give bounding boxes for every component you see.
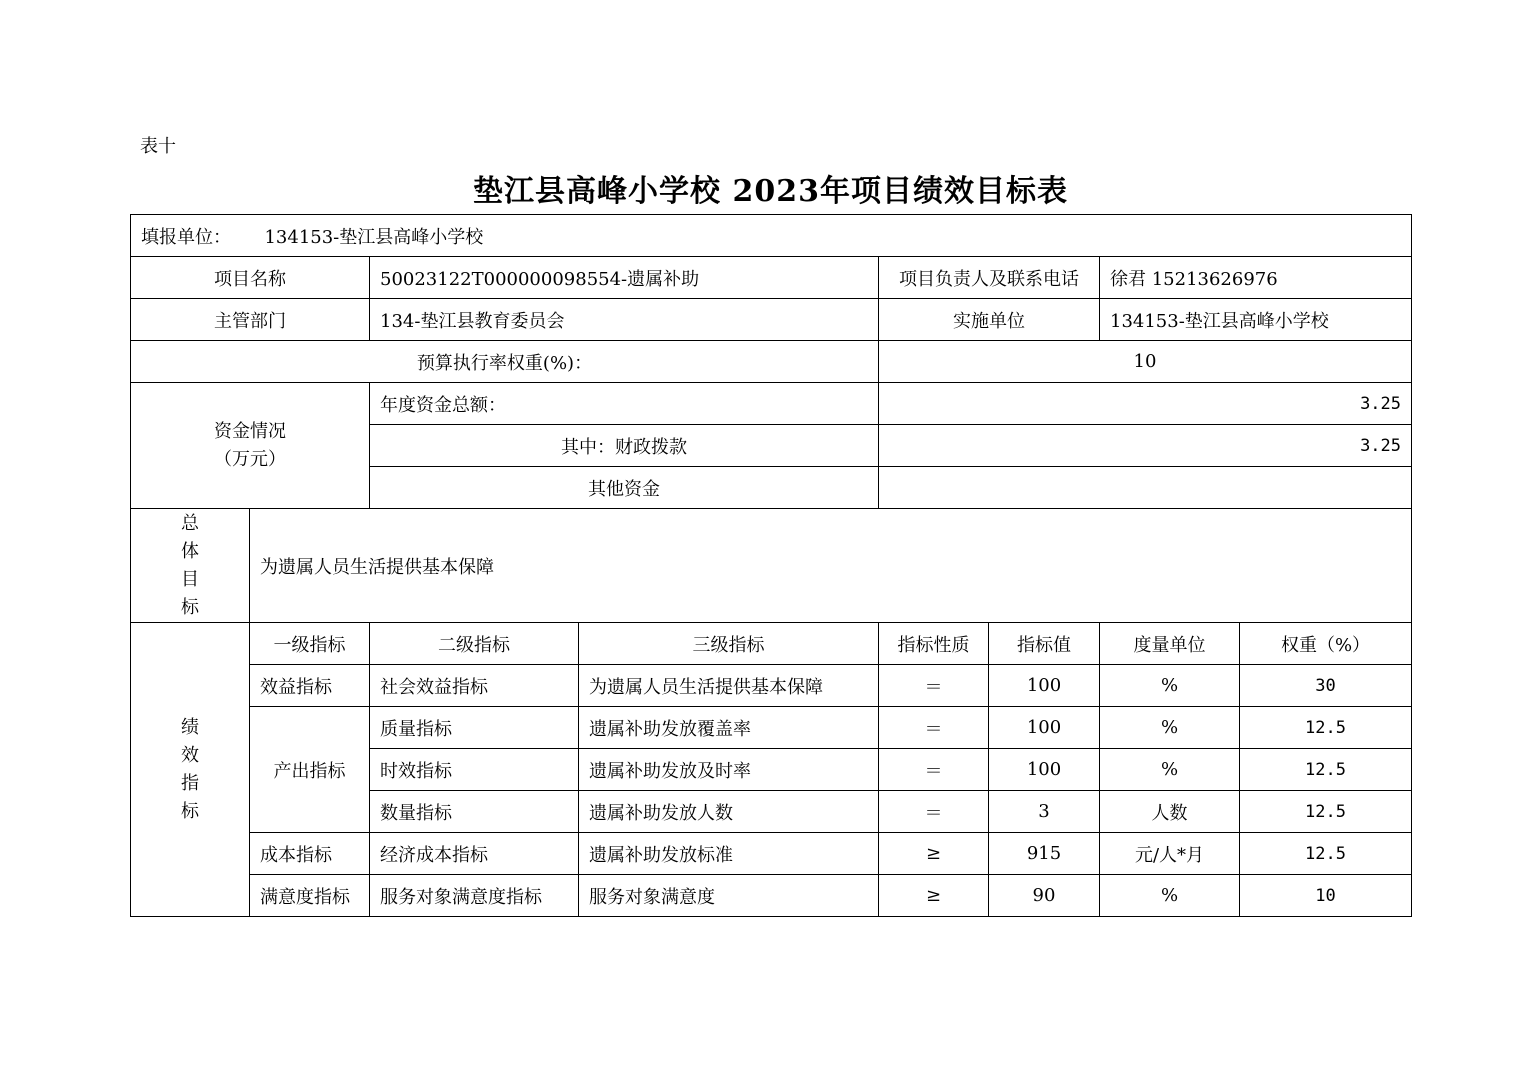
perf-char: 绩 xyxy=(181,716,199,738)
weight-cell: 30 xyxy=(1240,665,1412,707)
unit-cell: 人数 xyxy=(1100,791,1240,833)
header-level2: 二级指标 xyxy=(370,623,579,665)
header-level3: 三级指标 xyxy=(579,623,879,665)
level3-cell: 遗属补助发放人数 xyxy=(579,791,879,833)
goal-char: 总 xyxy=(181,512,199,534)
level3-cell: 遗属补助发放及时率 xyxy=(579,749,879,791)
department-row xyxy=(131,299,1412,341)
indicator-header-row xyxy=(131,623,1412,665)
overall-goal-value: 为遗属人员生活提供基本保障 xyxy=(250,509,1412,623)
weight-cell: 10 xyxy=(1240,875,1412,917)
funds-label xyxy=(131,383,370,509)
value-cell: 100 xyxy=(989,665,1100,707)
header-weight: 权重（%） xyxy=(1240,623,1412,665)
value-cell: 100 xyxy=(989,707,1100,749)
value-cell: 100 xyxy=(989,749,1100,791)
level1-cell: 效益指标 xyxy=(250,665,370,707)
level2-cell: 数量指标 xyxy=(370,791,579,833)
fill-unit-value: 134153-垫江县高峰小学校 xyxy=(264,226,484,248)
budget-weight-row xyxy=(131,341,1412,383)
perf-char: 指 xyxy=(181,772,199,794)
table-row xyxy=(131,707,1412,749)
level2-cell: 质量指标 xyxy=(370,707,579,749)
fiscal-label: 其中：财政拨款 xyxy=(370,425,879,467)
budget-weight-value: 10 xyxy=(879,341,1412,383)
table-row xyxy=(131,875,1412,917)
header-nature: 指标性质 xyxy=(879,623,989,665)
level2-cell: 社会效益指标 xyxy=(370,665,579,707)
implementer-label: 实施单位 xyxy=(879,299,1100,341)
table-row xyxy=(131,833,1412,875)
document-title: 垫江县高峰小学校 2023年项目绩效目标表 xyxy=(473,174,1068,209)
weight-cell: 12.5 xyxy=(1240,749,1412,791)
level3-cell: 遗属补助发放覆盖率 xyxy=(579,707,879,749)
other-funds-label: 其他资金 xyxy=(370,467,879,509)
level1-cell: 产出指标 xyxy=(250,707,370,833)
level1-cell: 满意度指标 xyxy=(250,875,370,917)
department-label: 主管部门 xyxy=(131,299,370,341)
weight-cell: 12.5 xyxy=(1240,791,1412,833)
value-cell: 915 xyxy=(989,833,1100,875)
nature-cell: ≥ xyxy=(879,875,989,917)
project-name-row xyxy=(131,257,1412,299)
nature-cell: ＝ xyxy=(879,707,989,749)
level3-cell: 服务对象满意度 xyxy=(579,875,879,917)
budget-weight-label: 预算执行率权重(%)： xyxy=(131,341,879,383)
level2-cell: 经济成本指标 xyxy=(370,833,579,875)
level3-cell: 为遗属人员生活提供基本保障 xyxy=(579,665,879,707)
annual-total-value: 3.25 xyxy=(879,383,1412,425)
unit-cell: % xyxy=(1100,749,1240,791)
table-row xyxy=(131,665,1412,707)
perf-char: 效 xyxy=(181,744,199,766)
funds-label-line2: （万元） xyxy=(214,448,286,470)
header-unit: 度量单位 xyxy=(1100,623,1240,665)
value-cell: 3 xyxy=(989,791,1100,833)
goal-char: 目 xyxy=(181,568,199,590)
value-cell: 90 xyxy=(989,875,1100,917)
header-level1: 一级指标 xyxy=(250,623,370,665)
performance-indicator-label xyxy=(131,623,250,917)
responsible-label: 项目负责人及联系电话 xyxy=(879,257,1100,299)
weight-cell: 12.5 xyxy=(1240,833,1412,875)
level3-cell: 遗属补助发放标准 xyxy=(579,833,879,875)
unit-cell: % xyxy=(1100,665,1240,707)
other-funds-value xyxy=(879,467,1412,509)
nature-cell: ＝ xyxy=(879,791,989,833)
unit-cell: 元/人*月 xyxy=(1100,833,1240,875)
overall-goal-row xyxy=(131,509,1412,623)
header-value: 指标值 xyxy=(989,623,1100,665)
implementer-value: 134153-垫江县高峰小学校 xyxy=(1100,299,1412,341)
annual-total-label: 年度资金总额： xyxy=(370,383,879,425)
fill-unit-cell xyxy=(131,215,1412,257)
responsible-value: 徐君 15213626976 xyxy=(1100,257,1412,299)
unit-cell: % xyxy=(1100,707,1240,749)
perf-char: 标 xyxy=(181,800,199,822)
goal-char: 体 xyxy=(181,540,199,562)
unit-cell: % xyxy=(1100,875,1240,917)
nature-cell: ＝ xyxy=(879,749,989,791)
table-label: 表十 xyxy=(140,136,176,157)
level1-cell: 成本指标 xyxy=(250,833,370,875)
level2-cell: 服务对象满意度指标 xyxy=(370,875,579,917)
fiscal-value: 3.25 xyxy=(879,425,1412,467)
goal-char: 标 xyxy=(181,596,199,618)
level2-cell: 时效指标 xyxy=(370,749,579,791)
project-name-value: 50023122T000000098554-遗属补助 xyxy=(370,257,879,299)
fill-unit-label: 填报单位： xyxy=(141,226,231,248)
nature-cell: ＝ xyxy=(879,665,989,707)
funds-label-line1: 资金情况 xyxy=(214,420,286,442)
overall-goal-label xyxy=(131,509,250,623)
nature-cell: ≥ xyxy=(879,833,989,875)
weight-cell: 12.5 xyxy=(1240,707,1412,749)
funds-row-total xyxy=(131,383,1412,425)
performance-target-table xyxy=(130,214,1412,917)
project-name-label: 项目名称 xyxy=(131,257,370,299)
department-value: 134-垫江县教育委员会 xyxy=(370,299,879,341)
fill-unit-row xyxy=(131,215,1412,257)
